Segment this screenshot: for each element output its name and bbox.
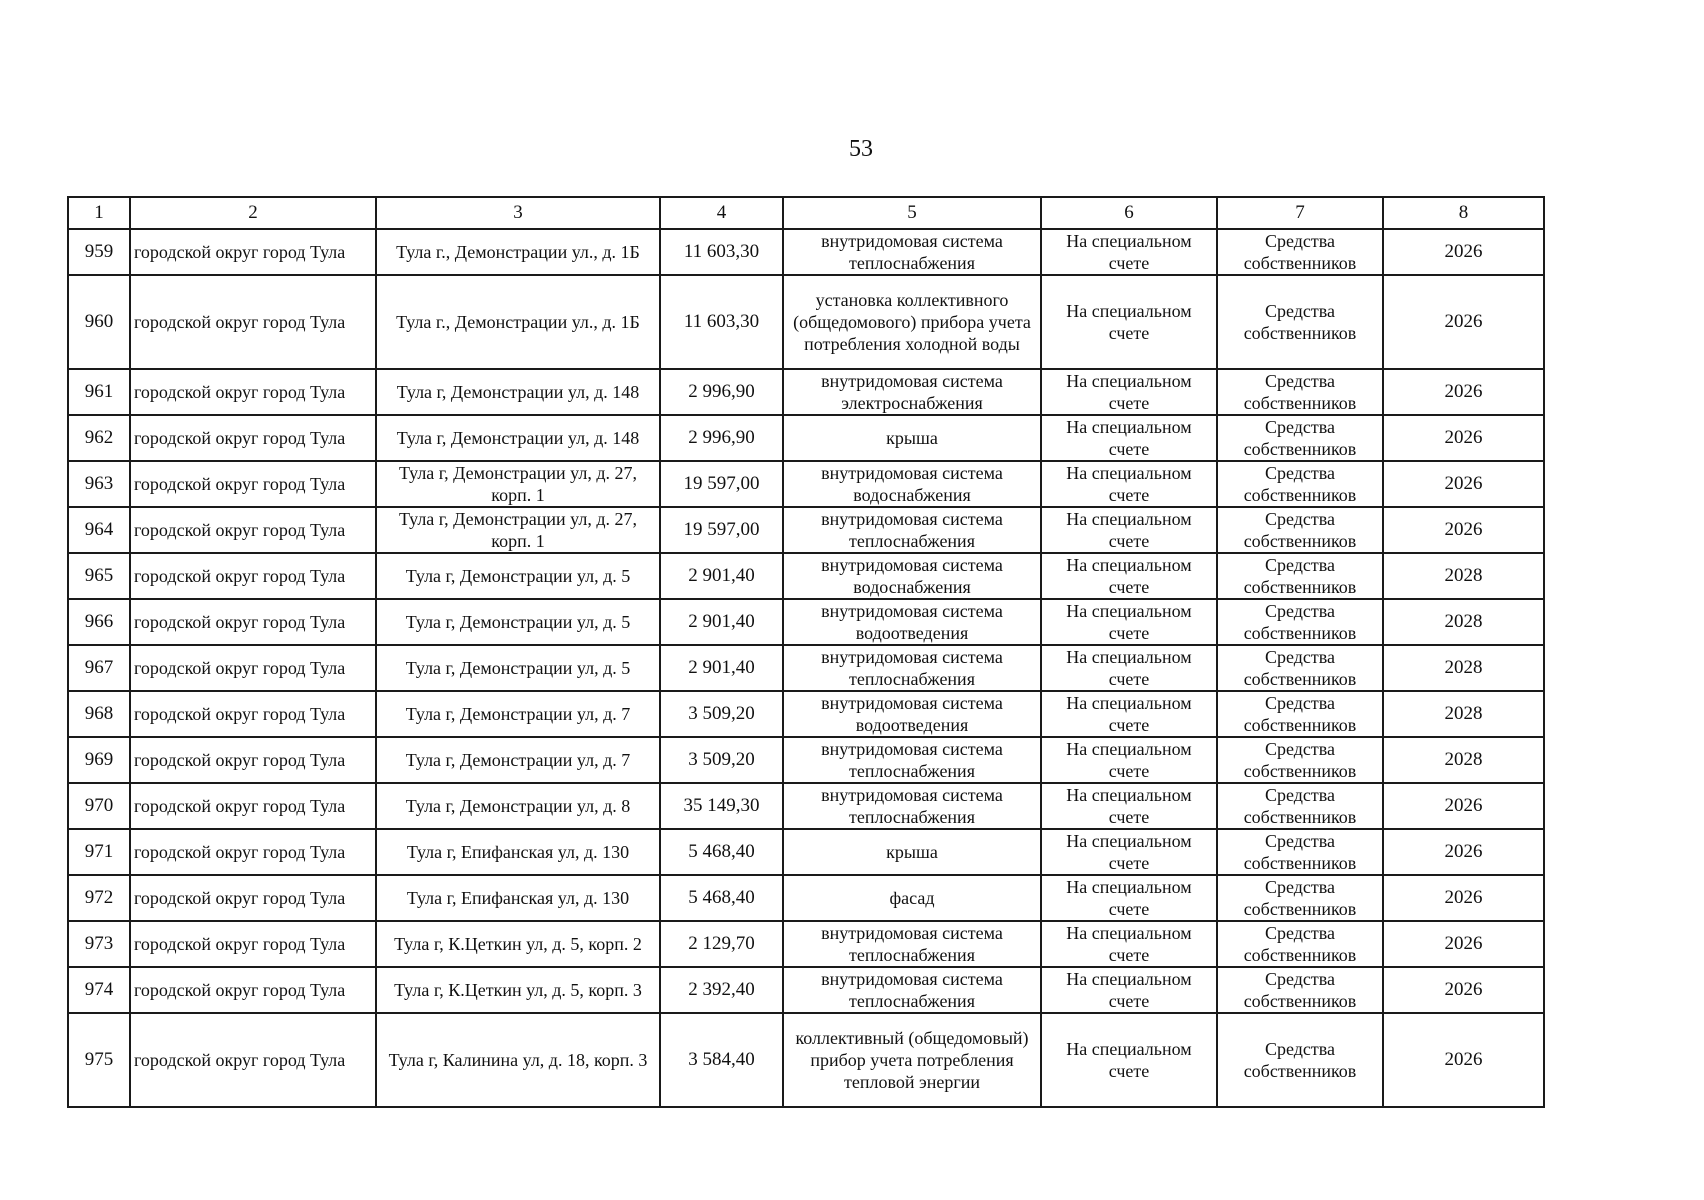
funding-source-cell: Средства собственников [1217,829,1383,875]
address-cell: Тула г, Демонстрации ул, д. 27, корп. 1 [376,461,660,507]
table-row [68,691,1544,737]
funding-source-cell: Средства собственников [1217,737,1383,783]
address-cell: Тула г., Демонстрации ул., д. 1Б [376,275,660,369]
column-header: 4 [660,197,783,229]
row-number: 970 [68,783,130,829]
funding-source-cell: Средства собственников [1217,369,1383,415]
funding-source-cell: Средства собственников [1217,229,1383,275]
work-type-cell: внутридомовая система теплоснабжения [783,507,1041,553]
row-number: 969 [68,737,130,783]
funding-source-cell: Средства собственников [1217,415,1383,461]
area-cell: 2 901,40 [660,553,783,599]
table-row [68,415,1544,461]
municipality-cell: городской округ город Тула [130,507,376,553]
address-cell: Тула г, Демонстрации ул, д. 148 [376,369,660,415]
municipality-cell: городской округ город Тула [130,691,376,737]
fund-method-cell: На специальном счете [1041,967,1217,1013]
row-number: 968 [68,691,130,737]
address-cell: Тула г, Демонстрации ул, д. 148 [376,415,660,461]
funding-source-cell: Средства собственников [1217,691,1383,737]
municipality-cell: городской округ город Тула [130,599,376,645]
year-cell: 2026 [1383,369,1544,415]
municipality-cell: городской округ город Тула [130,783,376,829]
municipality-cell: городской округ город Тула [130,829,376,875]
municipality-cell: городской округ город Тула [130,275,376,369]
municipality-cell: городской округ город Тула [130,645,376,691]
area-cell: 3 509,20 [660,737,783,783]
work-type-cell: установка коллективного (общедомового) прибора учета потребления холодной воды [783,275,1041,369]
work-type-cell: внутридомовая система водоснабжения [783,553,1041,599]
year-cell: 2028 [1383,553,1544,599]
fund-method-cell: На специальном счете [1041,875,1217,921]
funding-source-cell: Средства собственников [1217,553,1383,599]
row-number: 963 [68,461,130,507]
row-number: 974 [68,967,130,1013]
year-cell: 2026 [1383,507,1544,553]
funding-source-cell: Средства собственников [1217,875,1383,921]
fund-method-cell: На специальном счете [1041,275,1217,369]
address-cell: Тула г, К.Цеткин ул, д. 5, корп. 2 [376,921,660,967]
year-cell: 2028 [1383,691,1544,737]
address-cell: Тула г, Епифанская ул, д. 130 [376,829,660,875]
work-type-cell: внутридомовая система теплоснабжения [783,967,1041,1013]
work-type-cell: фасад [783,875,1041,921]
column-header: 3 [376,197,660,229]
work-type-cell: внутридомовая система водоотведения [783,691,1041,737]
table-row [68,229,1544,275]
fund-method-cell: На специальном счете [1041,599,1217,645]
area-cell: 5 468,40 [660,829,783,875]
column-header: 6 [1041,197,1217,229]
column-header: 7 [1217,197,1383,229]
address-cell: Тула г, Калинина ул, д. 18, корп. 3 [376,1013,660,1107]
table-row [68,783,1544,829]
funding-source-cell: Средства собственников [1217,599,1383,645]
row-number: 965 [68,553,130,599]
address-cell: Тула г., Демонстрации ул., д. 1Б [376,229,660,275]
area-cell: 11 603,30 [660,275,783,369]
address-cell: Тула г, К.Цеткин ул, д. 5, корп. 3 [376,967,660,1013]
municipality-cell: городской округ город Тула [130,461,376,507]
table-row [68,461,1544,507]
table-row [68,507,1544,553]
municipality-cell: городской округ город Тула [130,415,376,461]
area-cell: 2 996,90 [660,415,783,461]
row-number: 964 [68,507,130,553]
work-type-cell: внутридомовая система теплоснабжения [783,921,1041,967]
area-cell: 3 584,40 [660,1013,783,1107]
table-row [68,599,1544,645]
fund-method-cell: На специальном счете [1041,1013,1217,1107]
address-cell: Тула г, Демонстрации ул, д. 7 [376,691,660,737]
address-cell: Тула г, Демонстрации ул, д. 5 [376,645,660,691]
municipality-cell: городской округ город Тула [130,875,376,921]
funding-source-cell: Средства собственников [1217,461,1383,507]
fund-method-cell: На специальном счете [1041,783,1217,829]
address-cell: Тула г, Демонстрации ул, д. 27, корп. 1 [376,507,660,553]
row-number: 973 [68,921,130,967]
year-cell: 2026 [1383,921,1544,967]
address-cell: Тула г, Демонстрации ул, д. 5 [376,553,660,599]
area-cell: 11 603,30 [660,229,783,275]
column-header: 2 [130,197,376,229]
funding-source-cell: Средства собственников [1217,783,1383,829]
municipality-cell: городской округ город Тула [130,369,376,415]
fund-method-cell: На специальном счете [1041,553,1217,599]
funding-source-cell: Средства собственников [1217,507,1383,553]
column-header: 1 [68,197,130,229]
page-number: 53 [849,136,873,162]
funding-source-cell: Средства собственников [1217,275,1383,369]
year-cell: 2026 [1383,461,1544,507]
table-row [68,369,1544,415]
table-row [68,645,1544,691]
area-cell: 2 901,40 [660,645,783,691]
municipality-cell: городской округ город Тула [130,921,376,967]
year-cell: 2026 [1383,829,1544,875]
fund-method-cell: На специальном счете [1041,645,1217,691]
address-cell: Тула г, Демонстрации ул, д. 5 [376,599,660,645]
funding-source-cell: Средства собственников [1217,645,1383,691]
fund-method-cell: На специальном счете [1041,461,1217,507]
work-type-cell: внутридомовая система водоотведения [783,599,1041,645]
work-type-cell: внутридомовая система теплоснабжения [783,783,1041,829]
row-number: 971 [68,829,130,875]
work-type-cell: крыша [783,829,1041,875]
fund-method-cell: На специальном счете [1041,829,1217,875]
work-type-cell: внутридомовая система водоснабжения [783,461,1041,507]
row-number: 967 [68,645,130,691]
row-number: 959 [68,229,130,275]
row-number: 966 [68,599,130,645]
municipality-cell: городской округ город Тула [130,553,376,599]
address-cell: Тула г, Епифанская ул, д. 130 [376,875,660,921]
table-row [68,275,1544,369]
table-row [68,1013,1544,1107]
table-row [68,967,1544,1013]
work-type-cell: внутридомовая система электроснабжения [783,369,1041,415]
fund-method-cell: На специальном счете [1041,737,1217,783]
year-cell: 2026 [1383,229,1544,275]
header-row [68,197,1544,229]
fund-method-cell: На специальном счете [1041,921,1217,967]
area-cell: 2 996,90 [660,369,783,415]
fund-method-cell: На специальном счете [1041,369,1217,415]
column-header: 8 [1383,197,1544,229]
address-cell: Тула г, Демонстрации ул, д. 8 [376,783,660,829]
year-cell: 2026 [1383,967,1544,1013]
capital-repair-table [67,196,1545,1108]
municipality-cell: городской округ город Тула [130,737,376,783]
column-header: 5 [783,197,1041,229]
area-cell: 35 149,30 [660,783,783,829]
address-cell: Тула г, Демонстрации ул, д. 7 [376,737,660,783]
table-row [68,553,1544,599]
year-cell: 2026 [1383,415,1544,461]
fund-method-cell: На специальном счете [1041,691,1217,737]
area-cell: 3 509,20 [660,691,783,737]
year-cell: 2026 [1383,783,1544,829]
row-number: 960 [68,275,130,369]
fund-method-cell: На специальном счете [1041,415,1217,461]
municipality-cell: городской округ город Тула [130,1013,376,1107]
funding-source-cell: Средства собственников [1217,967,1383,1013]
area-cell: 5 468,40 [660,875,783,921]
work-type-cell: коллективный (общедомовый) прибор учета потребления тепловой энергии [783,1013,1041,1107]
table-row [68,875,1544,921]
area-cell: 2 129,70 [660,921,783,967]
work-type-cell: внутридомовая система теплоснабжения [783,645,1041,691]
year-cell: 2028 [1383,645,1544,691]
funding-source-cell: Средства собственников [1217,921,1383,967]
work-type-cell: внутридомовая система теплоснабжения [783,229,1041,275]
row-number: 975 [68,1013,130,1107]
fund-method-cell: На специальном счете [1041,229,1217,275]
year-cell: 2028 [1383,737,1544,783]
work-type-cell: внутридомовая система теплоснабжения [783,737,1041,783]
area-cell: 19 597,00 [660,507,783,553]
table-row [68,829,1544,875]
area-cell: 19 597,00 [660,461,783,507]
municipality-cell: городской округ город Тула [130,967,376,1013]
table-row [68,921,1544,967]
funding-source-cell: Средства собственников [1217,1013,1383,1107]
year-cell: 2026 [1383,875,1544,921]
year-cell: 2026 [1383,1013,1544,1107]
row-number: 972 [68,875,130,921]
row-number: 962 [68,415,130,461]
year-cell: 2028 [1383,599,1544,645]
year-cell: 2026 [1383,275,1544,369]
work-type-cell: крыша [783,415,1041,461]
area-cell: 2 392,40 [660,967,783,1013]
area-cell: 2 901,40 [660,599,783,645]
row-number: 961 [68,369,130,415]
table-row [68,737,1544,783]
municipality-cell: городской округ город Тула [130,229,376,275]
fund-method-cell: На специальном счете [1041,507,1217,553]
